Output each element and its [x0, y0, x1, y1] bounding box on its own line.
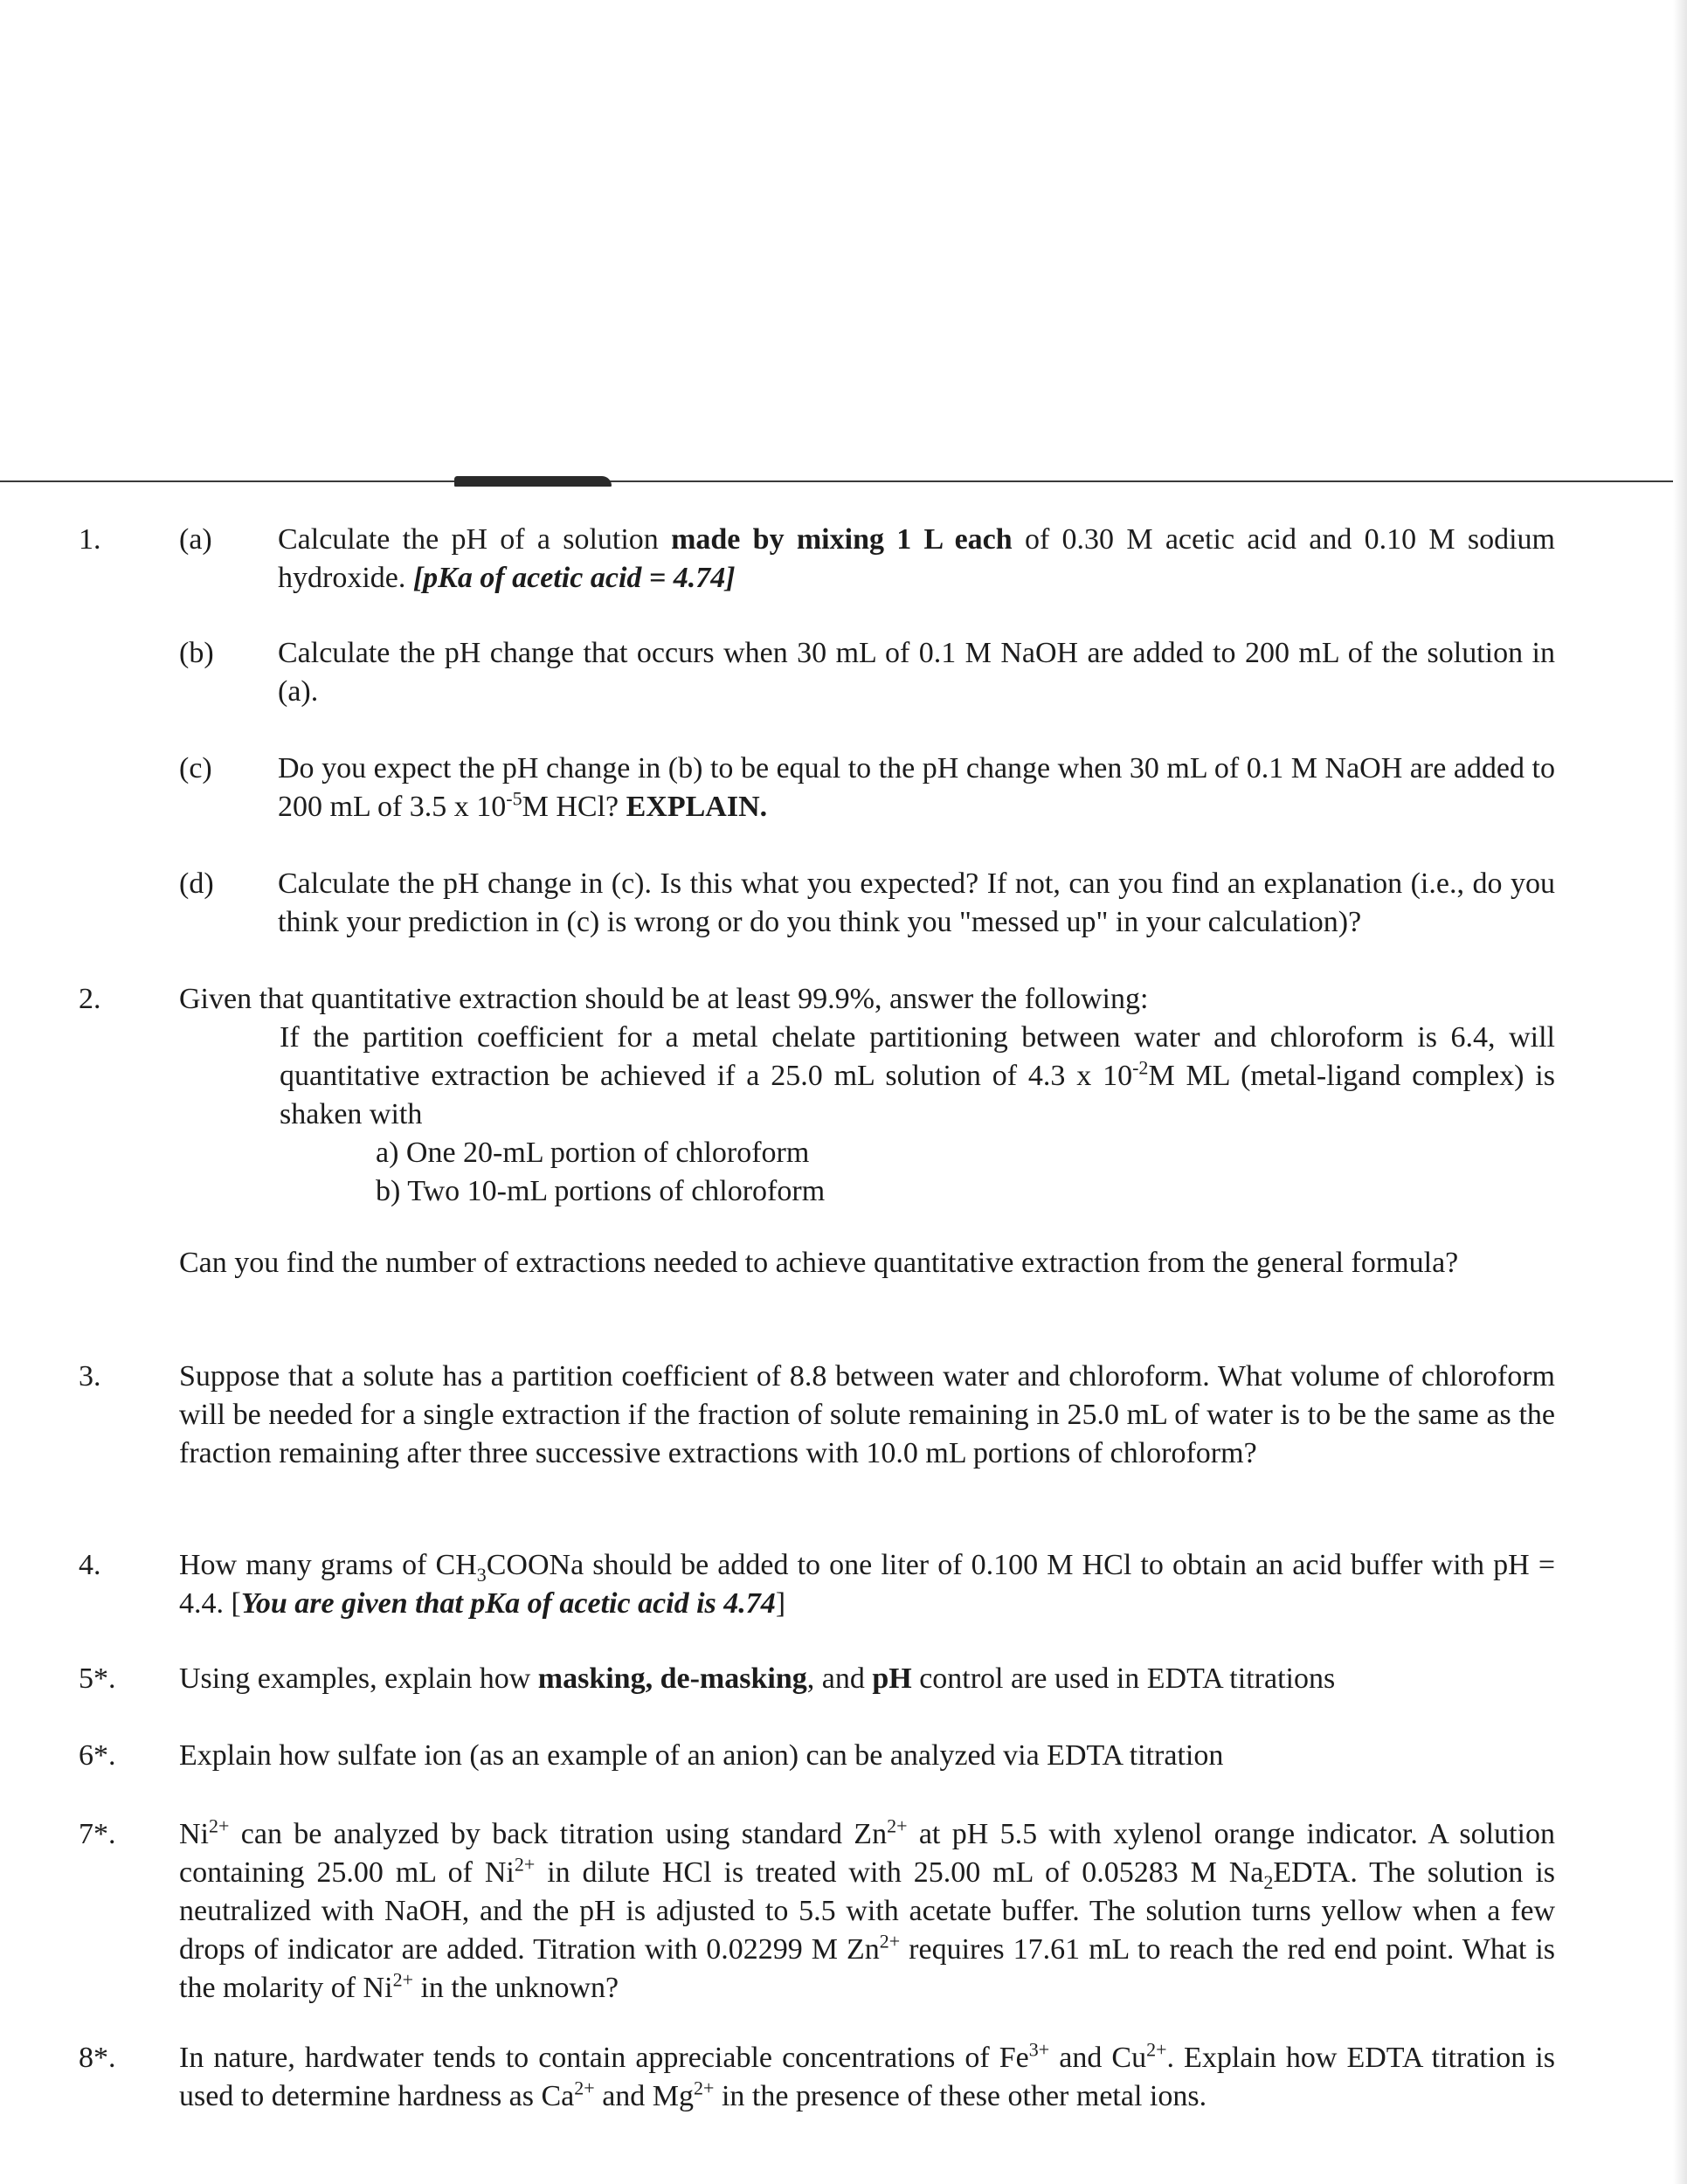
- question-1-number: 1.: [79, 523, 101, 556]
- question-4-number: 4.: [79, 1549, 101, 1581]
- question-1a-label: (a): [179, 523, 212, 556]
- question-1a-text: Calculate the pH of a solution made by mixing 1 L each of 0.30 M acetic acid and 0.10 M sodium hydroxide. [pKa of acetic acid = 4.74]: [278, 523, 1555, 594]
- question-5-text: Using examples, explain how masking, de-masking, and pH control are used in EDTA titrations: [179, 1662, 1336, 1695]
- question-2-followup: Can you find the number of extractions needed to achieve quantitative extraction from the general formula?: [179, 1247, 1459, 1279]
- question-8-text: In nature, hardwater tends to contain appreciable concentrations of $Fe^{3+}$ and $Cu^{2+}$. Explain how EDTA titration is used to determine hardness as $Ca^{2+}$ and $Mg^{2+}$ in the presence of these other metal ions.: [179, 2038, 1555, 2112]
- question-8-number: 8*.: [79, 2042, 116, 2074]
- question-1c-label: (c): [179, 752, 212, 784]
- question-2-item-b: b) Two 10-mL portions of chloroform: [376, 1175, 826, 1207]
- question-1b-text: Calculate the pH change that occurs when 30 mL of 0.1 M NaOH are added to 200 mL of the solution in (a).: [278, 637, 1555, 708]
- question-2-number: 2.: [79, 983, 101, 1015]
- question-2-intro: Given that quantitative extraction should be at least 99.9%, answer the following:: [179, 983, 1149, 1015]
- question-1b-label: (b): [179, 637, 214, 669]
- question-6-text: Explain how sulfate ion (as an example of an anion) can be analyzed via EDTA titration: [179, 1739, 1224, 1772]
- question-1d-label: (d): [179, 867, 214, 900]
- question-6-number: 6*.: [79, 1739, 116, 1772]
- question-1d-text: Calculate the pH change in (c). Is this what you expected? If not, can you find an explanation (i.e., do you think your prediction in (c) is wrong or do you think you "messed up" in your calculation)?: [278, 867, 1555, 938]
- question-1c-text: Do you expect the pH change in (b) to be equal to the pH change when 30 mL of 0.1 M NaOH are added to 200 mL of 3.5 x $10^{-5}M$ HCl? EXPLAIN.: [278, 752, 1555, 823]
- question-7-number: 7*.: [79, 1818, 116, 1850]
- top-divider-line: [0, 480, 1687, 482]
- question-2-item-a: a) One 20-mL portion of chloroform: [376, 1137, 810, 1169]
- scan-smudge: [454, 476, 612, 487]
- page-edge-shadow: [1673, 0, 1687, 2184]
- question-3-number: 3.: [79, 1360, 101, 1393]
- question-7-text: $Ni^{2+}$ can be analyzed by back titration using standard $Zn^{2+}$ at pH 5.5 with xylenol orange indicator. A solution containing 25.00 mL of $Ni^{2+}$ in dilute HCl is treated with 25.00 mL of 0.05283 M $Na_2EDTA$. The solution is neutralized with NaOH, and the pH is adjusted to 5.5 with acetate buffer. The solution turns yellow when a few drops of indicator are added. Titration with 0.02299 M $Zn^{2+}$ requires 17.61 mL to reach the red end point. What is the molarity of $Ni^{2+}$ in the unknown?: [179, 1814, 1556, 2004]
- question-5-number: 5*.: [79, 1662, 116, 1695]
- question-3-text: Suppose that a solute has a partition coefficient of 8.8 between water and chloroform. What volume of chloroform will be needed for a single extraction if the fraction of solute remaining in 25.0 mL of water is to be the same as the fraction remaining after three successive extractions with 10.0 mL portions of chloroform?: [179, 1360, 1555, 1469]
- question-2-text: [179, 980, 1555, 1211]
- question-2-body: If the partition coefficient for a metal chelate partitioning between water and chloroform is 6.4, will quantitative extraction be achieved if a 25.0 mL solution of 4.3 x $10^{-2}M$ ML (metal-ligand complex) is shaken with: [280, 1021, 1555, 1130]
- question-4-text: How many grams of $CH_3COONa$ should be added to one liter of 0.100 M HCl to obtain an acid buffer with pH = 4.4. [You are given that pKa of acetic acid is 4.74]: [179, 1549, 1555, 1620]
